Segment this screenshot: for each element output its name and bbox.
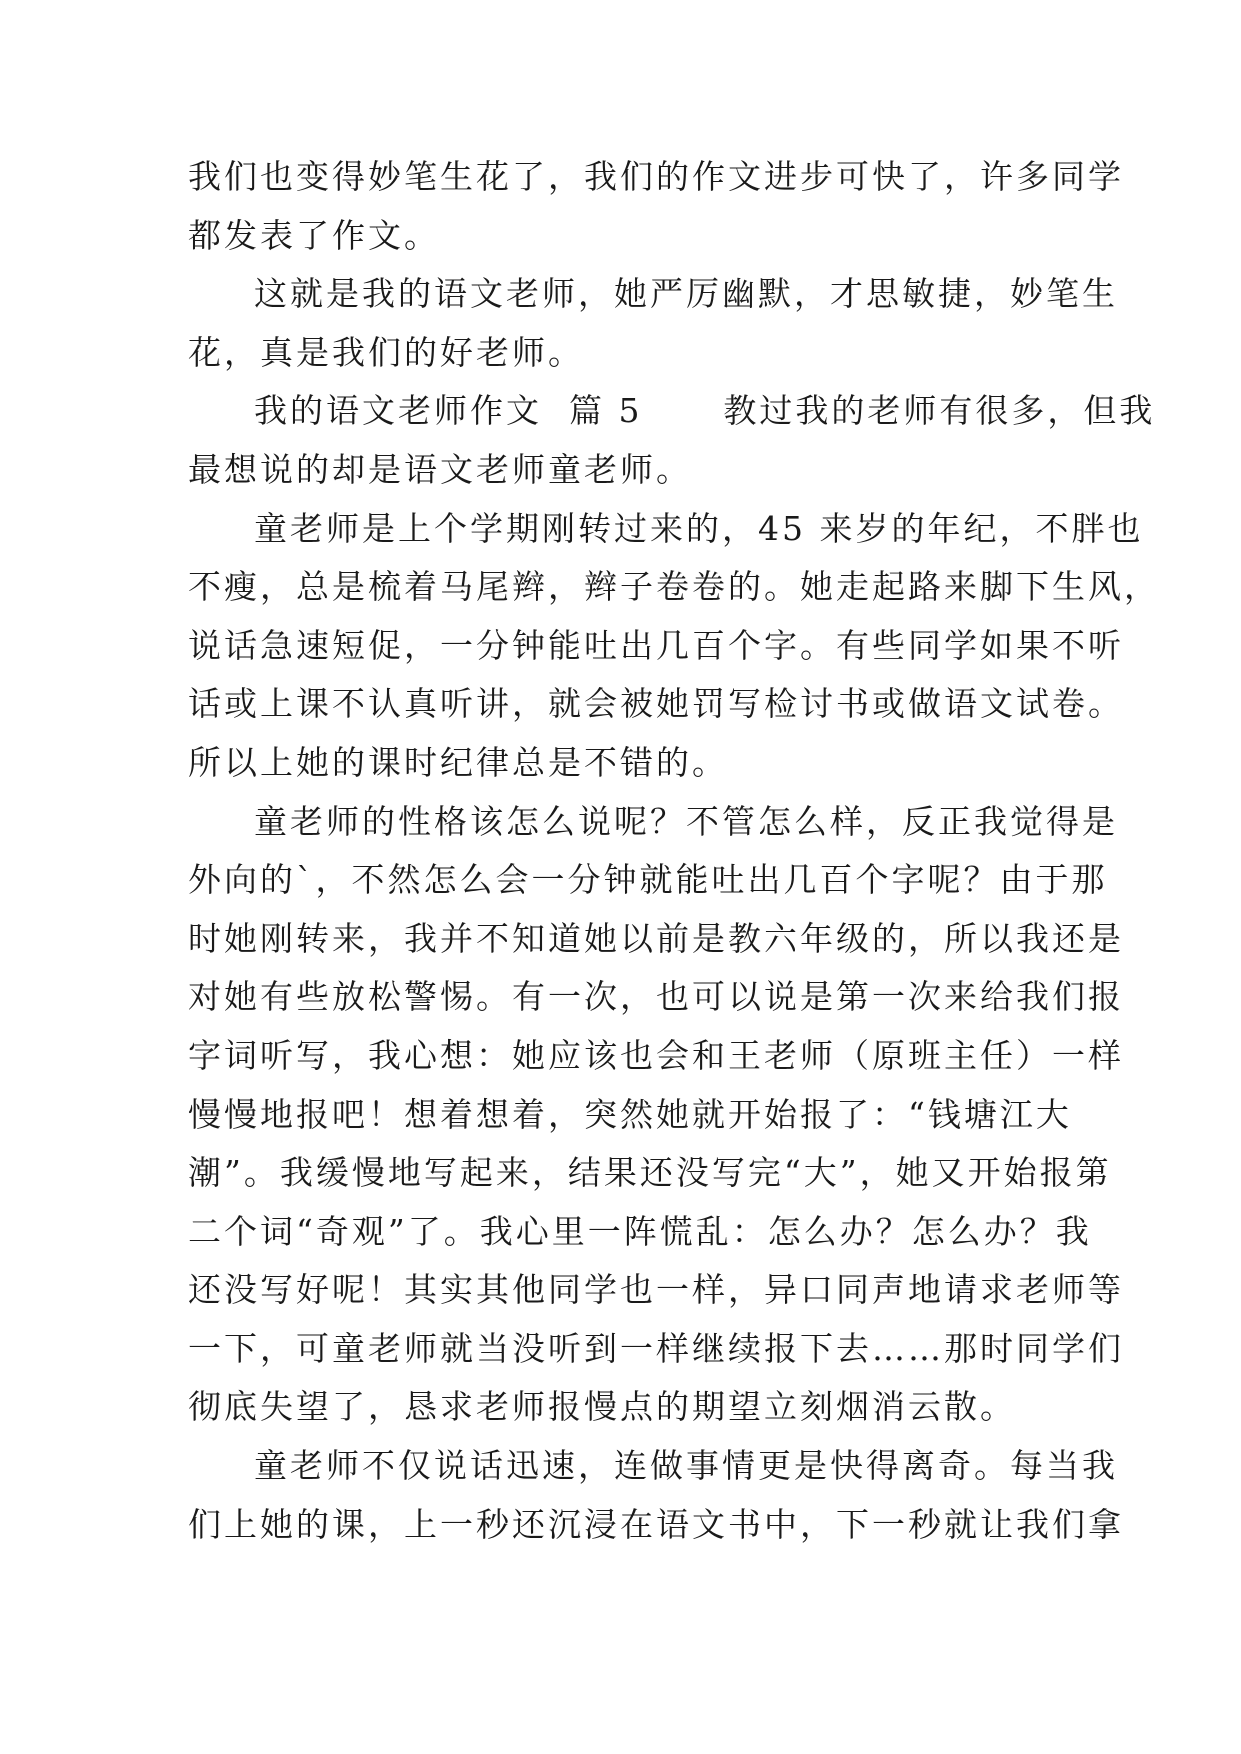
text-line: 们上她的课，上一秒还沉浸在语文书中，下一秒就让我们拿 (188, 1504, 1124, 1544)
text-line: 外向的`，不然怎么会一分钟就能吐出几百个字呢？由于那 (188, 860, 1108, 900)
text-line: 慢慢地报吧！想着想着，突然她就开始报了：“钱塘江大 (188, 1094, 1072, 1134)
paragraph-3 (188, 382, 1156, 499)
text-line: 二个词“奇观”了。我心里一阵慌乱：怎么办？怎么办？我 (188, 1211, 1092, 1251)
text-line: 我们也变得妙笔生花了，我们的作文进步可快了，许多同学 (188, 157, 1124, 196)
text-line: 话或上课不认真听讲，就会被她罚写检讨书或做语文试卷。 (188, 684, 1124, 724)
paragraph-5 (188, 793, 1124, 1438)
paragraph-4 (188, 500, 1160, 793)
text-line: 不瘦，总是梳着马尾辫，辫子卷卷的。她走起路来脚下生风， (188, 567, 1160, 607)
text-line: 对她有些放松警惕。有一次，也可以说是第一次来给我们报 (188, 977, 1124, 1017)
text-line: 最想说的却是语文老师童老师。 (188, 449, 692, 489)
text-line: 还没写好呢！其实其他同学也一样，异口同声地请求老师等 (188, 1270, 1124, 1310)
text-line: 童老师是上个学期刚转过来的，45 来岁的年纪，不胖也 (254, 508, 1144, 548)
text-line: 字词听写，我心想：她应该也会和王老师（原班主任）一样 (188, 1035, 1124, 1075)
text-line: 这就是我的语文老师，她严厉幽默，才思敏捷，妙笔生 (254, 274, 1118, 314)
text-line: 说话急速短促，一分钟能吐出几百个字。有些同学如果不听 (188, 625, 1124, 665)
text-line: 时她刚转来，我并不知道她以前是教六年级的，所以我还是 (188, 918, 1124, 958)
text-line: 一下，可童老师就当没听到一样继续报下去……那时同学们 (188, 1328, 1124, 1368)
paragraph-2 (188, 265, 1118, 382)
text-line: 童老师的性格该怎么说呢？不管怎么样，反正我觉得是 (254, 801, 1118, 841)
text-line: 童老师不仅说话迅速，连做事情更是快得离奇。每当我 (254, 1446, 1118, 1486)
paragraph-1 (188, 148, 1124, 265)
text-line: 都发表了作文。 (188, 215, 440, 255)
text-line: 彻底失望了，恳求老师报慢点的期望立刻烟消云散。 (188, 1387, 1016, 1427)
paragraph-6 (188, 1437, 1124, 1554)
text-line: 花，真是我们的好老师。 (188, 332, 584, 372)
text-line: 所以上她的课时纪律总是不错的。 (188, 742, 728, 782)
document-body (188, 148, 1160, 1554)
text-line: 潮”。我缓慢地写起来，结果还没写完“大”，她又开始报第 (188, 1153, 1112, 1193)
section-heading-line: 我的语文老师作文 篇 5 教过我的老师有很多，但我 (254, 391, 1156, 431)
